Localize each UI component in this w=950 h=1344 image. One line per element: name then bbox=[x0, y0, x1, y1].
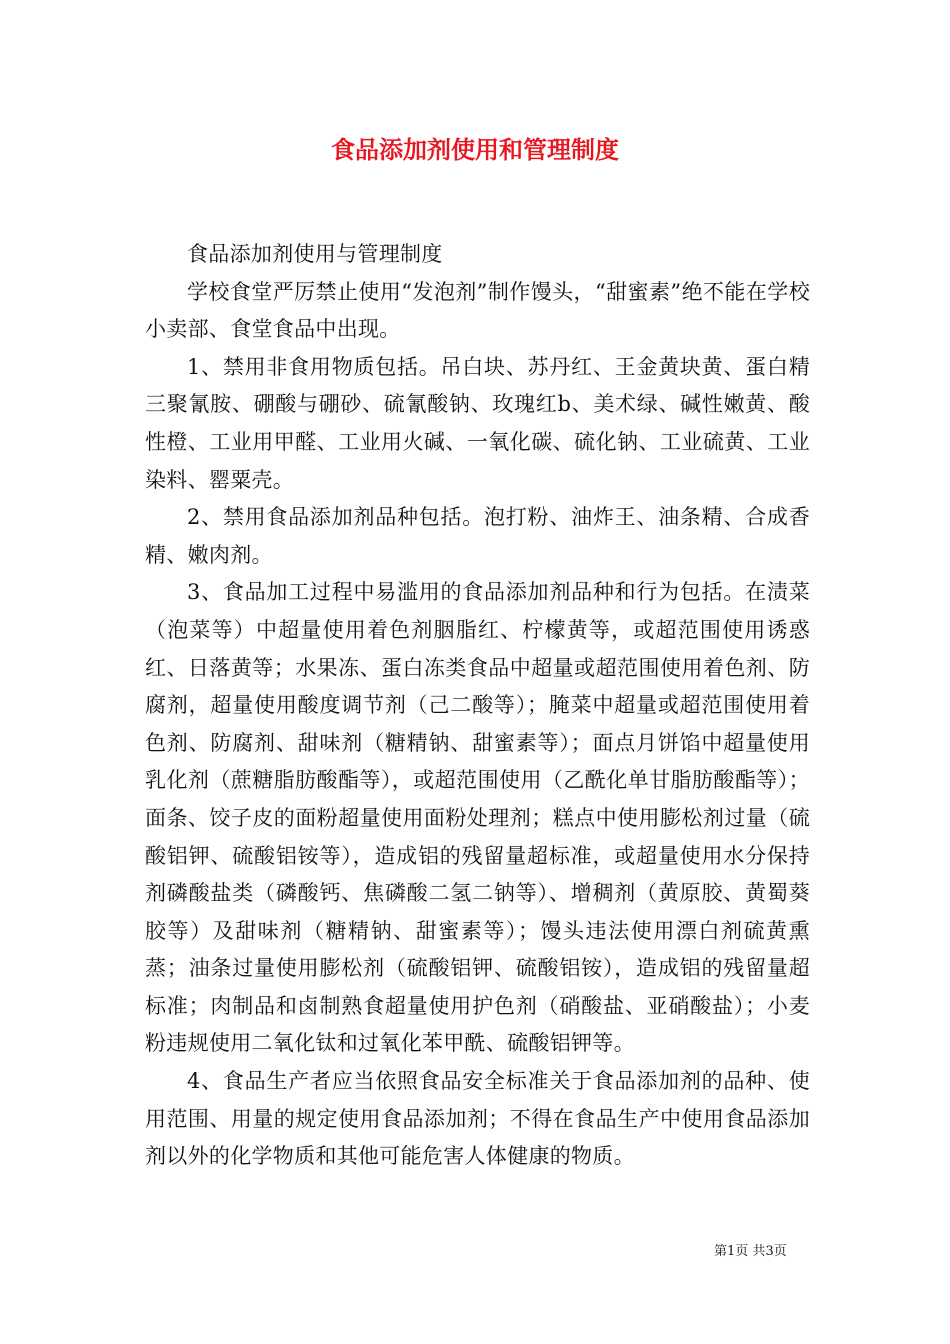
document-title: 食品添加剂使用和管理制度 bbox=[331, 135, 619, 164]
page-label: 第 bbox=[714, 1244, 728, 1259]
paragraph-intro: 学校食堂严厉禁止使用“发泡剂”制作馒头，“甜蜜素”绝不能在学校小卖部、食堂食品中出现。 bbox=[145, 279, 810, 342]
document-body bbox=[145, 236, 810, 1176]
paragraph-heading: 食品添加剂使用与管理制度 bbox=[187, 242, 443, 266]
paragraph-item-1: 1、禁用非食用物质包括。吊白块、苏丹红、王金黄块黄、蛋白精三聚氰胺、硼酸与硼砂、硫氰酸钠、玫瑰红b、美术绿、碱性嫩黄、酸性橙、工业用甲醛、工业用火碱、一氧化碳、硫化钠、工业硫黄、工业染料、罂粟壳。 bbox=[145, 354, 810, 492]
page-current: 1 bbox=[727, 1244, 736, 1259]
paragraph-item-2: 2、禁用食品添加剂品种包括。泡打粉、油炸王、油条精、合成香精、嫩肉剂。 bbox=[145, 505, 810, 567]
page-mid: 页 共 bbox=[735, 1244, 766, 1259]
page-end: 页 bbox=[773, 1244, 787, 1259]
paragraph-item-4: 4、食品生产者应当依照食品安全标准关于食品添加剂的品种、使用范围、用量的规定使用食品添加剂；不得在食品生产中使用食品添加剂以外的化学物质和其他可能危害人体健康的物质。 bbox=[145, 1069, 810, 1169]
page-total: 3 bbox=[765, 1244, 774, 1259]
paragraph-item-3: 3、食品加工过程中易滥用的食品添加剂品种和行为包括。在渍菜（泡菜等）中超量使用着色剂胭脂红、柠檬黄等，或超范围使用诱惑红、日落黄等；水果冻、蛋白冻类食品中超量或超范围使用着色剂、防腐剂，超量使用酸度调节剂（己二酸等）；腌菜中超量或超范围使用着色剂、防腐剂、甜味剂（糖精钠、甜蜜素等）；面点月饼馅中超量使用乳化剂（蔗糖脂肪酸酯等），或超范围使用（乙酰化单甘脂肪酸酯等）；面条、饺子皮的面粉超量使用面粉处理剂；糕点中使用膨松剂过量（硫酸铝钾、硫酸铝铵等），造成铝的残留量超标准，或超量使用水分保持剂磷酸盐类（磷酸钙、焦磷酸二氢二钠等）、增稠剂（黄原胶、黄蜀葵胶等）及甜味剂（糖精钠、甜蜜素等）；馒头违法使用漂白剂硫黄熏蒸；油条过量使用膨松剂（硫酸铝钾、硫酸铝铵），造成铝的残留量超标准；肉制品和卤制熟食超量使用护色剂（硝酸盐、亚硝酸盐）；小麦粉违规使用二氧化钛和过氧化苯甲酰、硫酸铝钾等。 bbox=[145, 580, 810, 1056]
page-number bbox=[714, 1243, 834, 1261]
